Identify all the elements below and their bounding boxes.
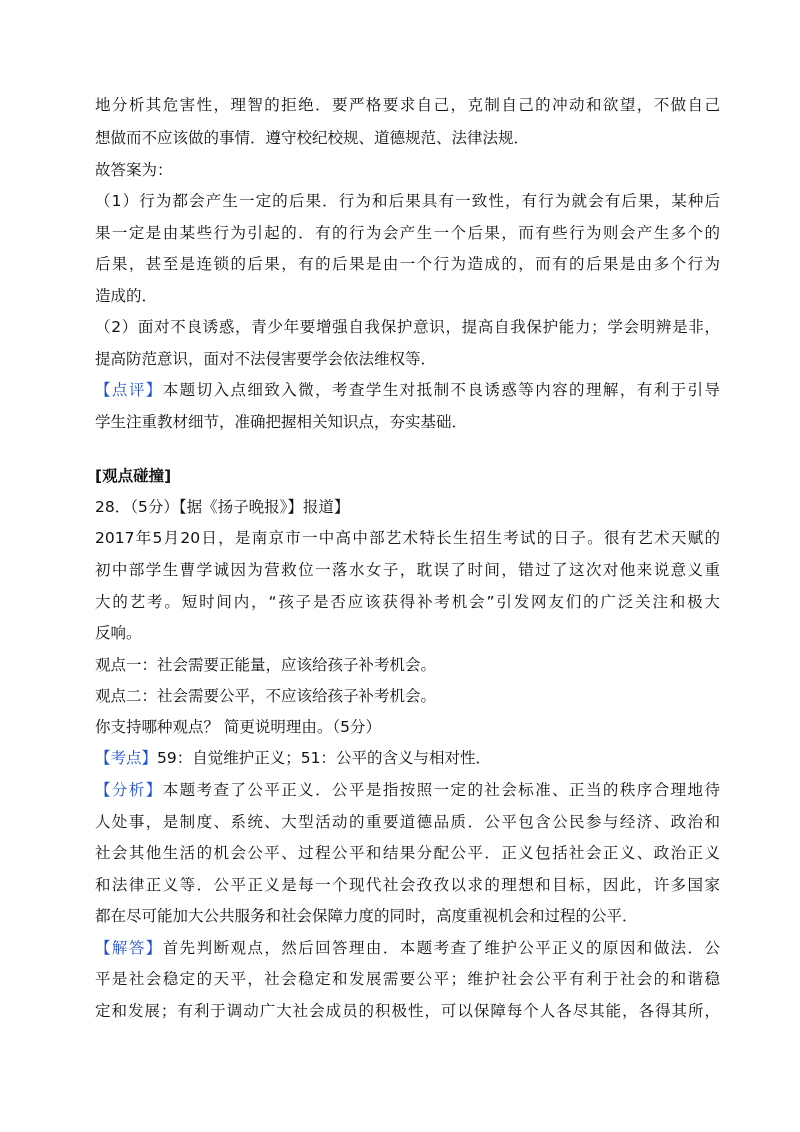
viewpoint-1: 观点一：社会需要正能量，应该给孩子补考机会。 [95,656,437,674]
text-line: 造成的． [95,287,158,305]
text-line: 人处事，是制度、系统、大型活动的重要道德品质．公平包含公民参与经济、政治和 [95,813,720,831]
comment-text: 本题切入点细致入微，考查学生对抵制不良诱惑等内容的理解，有利于引导 [162,381,720,399]
jieda-line [95,938,720,958]
question-header: 28．（5分）【据《扬子晚报》】报道】 [95,498,350,516]
text-line: 提高防范意识，面对不法侵害要学会依法维权等． [95,350,437,368]
jieda-text: 首先判断观点，然后回答理由．本题考查了维护公平正义的原因和做法．公 [162,939,720,957]
text-line: 定和发展；有利于调动广大社会成员的积极性，可以保障每个人各尽其能，各得其所， [95,1002,720,1020]
text-line: 果一定是由某些行为引起的．有的行为会产生一个后果，而有些行为则会产生多个的 [95,224,720,242]
text-line: 地分析其危害性，理智的拒绝．要严格要求自己，克制自己的冲动和欲望，不做自己 [95,96,720,114]
text-line: 平是社会稳定的天平，社会稳定和发展需要公平；维护社会公平有利于社会的和谐稳 [95,970,720,988]
kaodian-tag: 【考点】 [95,749,158,767]
answer-heading: 故答案为： [95,161,173,179]
viewpoint-2: 观点二：社会需要公平，不应该给孩子补考机会。 [95,687,437,705]
text-line: 都在尽可能加大公共服务和社会保障力度的同时，高度重视机会和过程的公平． [95,907,638,925]
text-line: （2）面对不良诱惑，青少年要增强自我保护意识，提高自我保护能力；学会明辨是非， [95,318,720,336]
fenxi-text: 本题考查了公平正义．公平是指按照一定的社会标准、正当的秩序合理地待 [162,781,720,799]
text-line: 反响。 [95,624,142,642]
kaodian-text: 59：自觉维护正义；51：公平的含义与相对性． [157,749,491,767]
text-line: 大的艺考。短时间内，“孩子是否应该获得补考机会”引发网友们的广泛关注和极大 [95,593,720,611]
kaodian-line [95,748,720,768]
fenxi-tag: 【分析】 [95,781,163,799]
comment-line [95,380,720,400]
text-line: 想做而不应该做的事情．遵守校纪校规、道德规范、法律法规． [95,129,530,147]
text-line: 学生注重教材细节，准确把握相关知识点，夯实基础． [95,413,468,431]
text-line: 社会其他生活的机会公平、过程公平和结果分配公平．正义包括社会正义、政治正义 [95,844,720,862]
text-line: （1）行为都会产生一定的后果．行为和后果具有一致性，有行为就会有后果，某种后 [95,192,720,210]
text-line: 2017年5月20日，是南京市一中高中部艺术特长生招生考试的日子。很有艺术天赋的 [95,529,720,547]
comment-tag: 【点评】 [95,381,163,399]
fenxi-line [95,780,720,800]
question-prompt: 你支持哪种观点？ 简更说明理由。（5分） [95,718,382,736]
jieda-tag: 【解答】 [95,939,163,957]
section-title: [观点碰撞] [95,467,172,485]
text-line: 后果，甚至是连锁的后果，有的后果是由一个行为造成的，而有的后果是由多个行为 [95,255,720,273]
text-line: 和法律正义等．公平正义是每一个现代社会孜孜以求的理想和目标，因此，许多国家 [95,876,720,894]
text-line: 初中部学生曹学诚因为营救位一落水女子，耽误了时间，错过了这次对他来说意义重 [95,561,720,579]
